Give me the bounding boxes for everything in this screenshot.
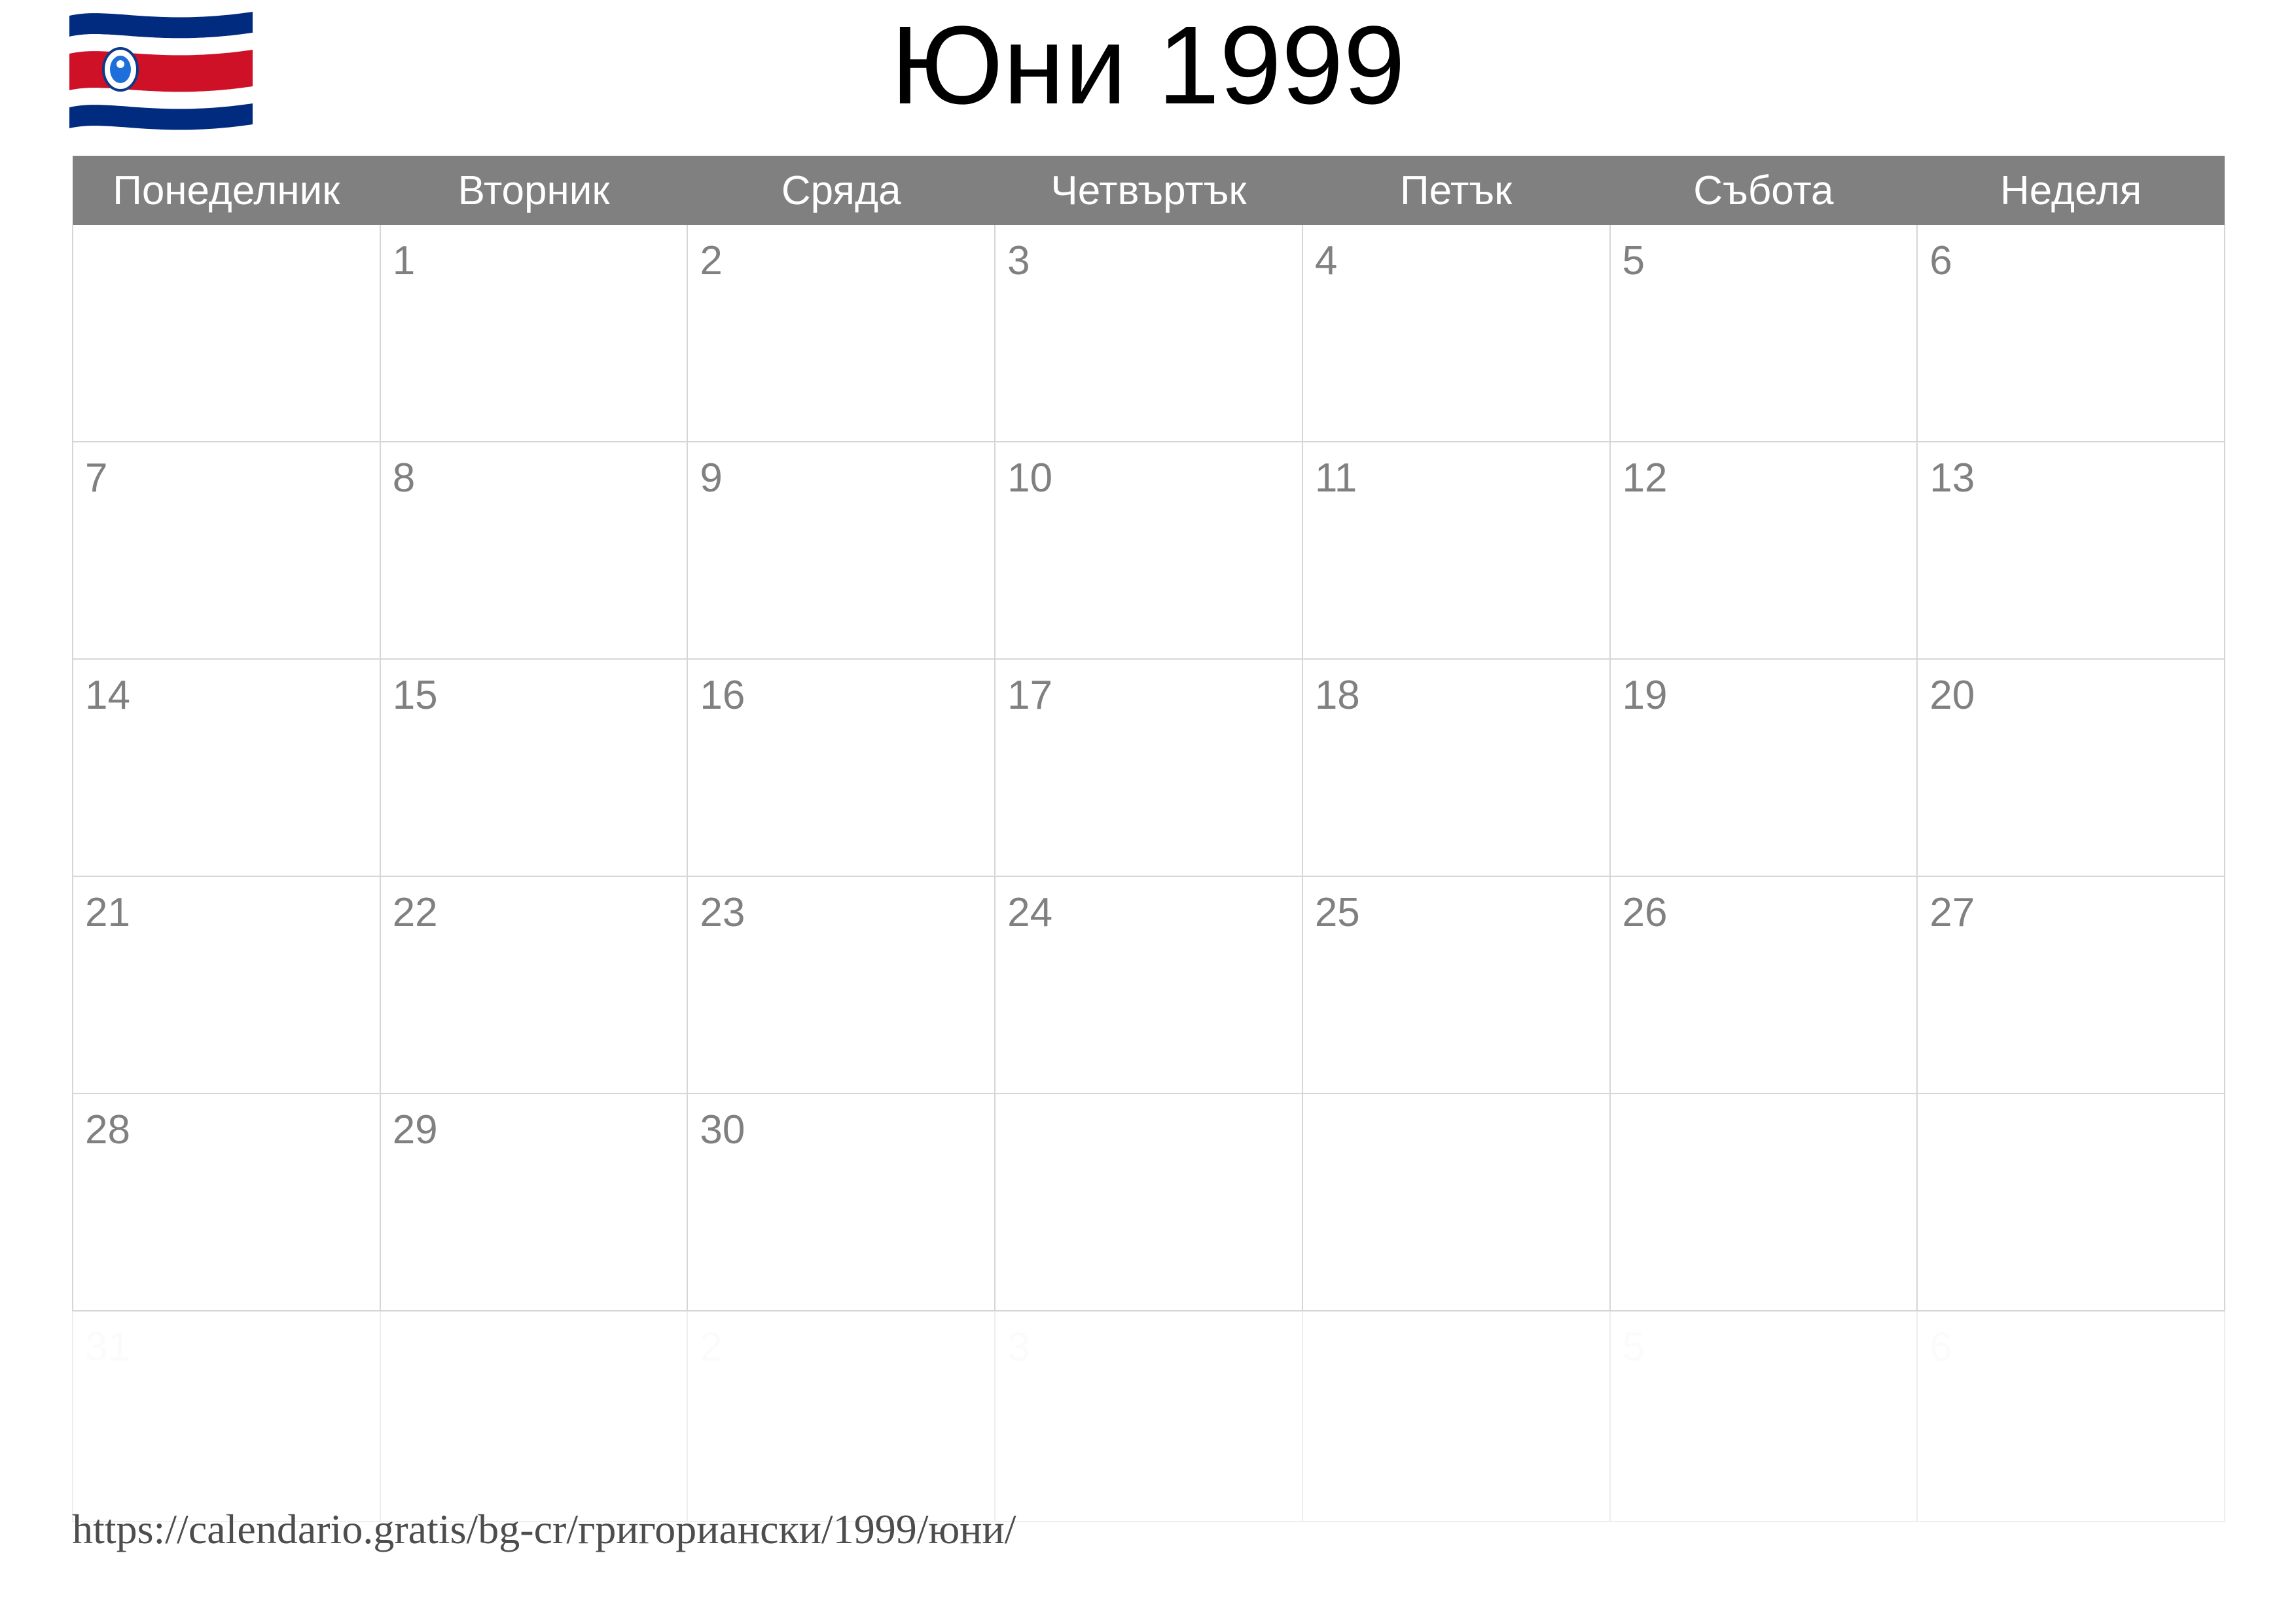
day-number: 8 (392, 455, 416, 501)
day-number: 9 (700, 455, 723, 501)
calendar-day-cell[interactable] (995, 442, 1302, 659)
day-number: 6 (1929, 238, 1952, 283)
calendar-week-row-faded (73, 1311, 2225, 1522)
month-calendar-table (72, 156, 2225, 1522)
calendar-week-row (73, 659, 2225, 876)
calendar-day-cell[interactable] (73, 876, 380, 1094)
calendar-day-cell[interactable] (995, 659, 1302, 876)
calendar-day-cell[interactable] (1917, 1311, 2225, 1522)
calendar-day-cell[interactable] (1917, 1094, 2225, 1311)
day-number: 22 (392, 890, 438, 935)
calendar-day-cell[interactable] (1917, 442, 2225, 659)
day-number: 1 (392, 238, 416, 283)
calendar-day-cell[interactable] (73, 659, 380, 876)
day-number: 27 (1929, 890, 1975, 935)
calendar-day-cell[interactable] (73, 442, 380, 659)
day-number: 31 (85, 1325, 130, 1370)
calendar-day-cell[interactable] (995, 225, 1302, 442)
calendar-day-cell[interactable] (1610, 442, 1918, 659)
calendar-day-cell[interactable] (1302, 442, 1610, 659)
calendar-day-cell[interactable] (1917, 225, 2225, 442)
day-number: 5 (1622, 238, 1645, 283)
weekday-header-monday: Понеделник (73, 156, 380, 225)
day-number: 18 (1314, 673, 1360, 718)
calendar-day-cell[interactable] (380, 1094, 688, 1311)
day-number: 14 (85, 673, 130, 718)
day-number: 25 (1314, 890, 1360, 935)
day-number: 16 (700, 673, 745, 718)
calendar-day-cell[interactable] (687, 442, 995, 659)
day-number: 2 (700, 238, 723, 283)
day-number: 21 (85, 890, 130, 935)
day-number: 10 (1007, 455, 1053, 501)
calendar-day-cell[interactable] (380, 659, 688, 876)
calendar-day-cell[interactable] (1610, 1311, 1918, 1522)
day-number: 2 (700, 1325, 723, 1370)
day-number: 26 (1622, 890, 1668, 935)
calendar-week-row (73, 876, 2225, 1094)
calendar-day-cell[interactable] (73, 1094, 380, 1311)
calendar-day-cell[interactable] (995, 1311, 1302, 1522)
weekday-header-tuesday: Вторник (380, 156, 688, 225)
calendar-day-cell[interactable] (1302, 876, 1610, 1094)
calendar-day-cell[interactable] (380, 876, 688, 1094)
day-number: 19 (1622, 673, 1668, 718)
calendar-day-cell[interactable] (687, 1311, 995, 1522)
calendar-week-row (73, 1094, 2225, 1311)
calendar-week-row (73, 442, 2225, 659)
calendar-day-cell[interactable] (687, 1094, 995, 1311)
calendar-week-row (73, 225, 2225, 442)
day-number: 12 (1622, 455, 1668, 501)
day-number: 7 (85, 455, 108, 501)
calendar-day-cell[interactable] (995, 1094, 1302, 1311)
calendar-day-cell[interactable] (1302, 225, 1610, 442)
weekday-header-row (73, 156, 2225, 225)
calendar-day-cell[interactable] (1302, 1094, 1610, 1311)
weekday-header-wednesday: Сряда (687, 156, 995, 225)
weekday-header-thursday: Четвъртък (995, 156, 1302, 225)
day-number: 11 (1314, 455, 1357, 501)
day-number: 30 (700, 1107, 745, 1152)
day-number: 15 (392, 673, 438, 718)
calendar-day-cell[interactable] (1610, 876, 1918, 1094)
weekday-header-friday: Петък (1302, 156, 1610, 225)
weekday-header-saturday: Събота (1610, 156, 1918, 225)
day-number: 20 (1929, 673, 1975, 718)
day-number: 3 (1007, 1325, 1030, 1370)
day-number: 24 (1007, 890, 1053, 935)
calendar-day-cell[interactable] (1610, 659, 1918, 876)
day-number: 6 (1929, 1325, 1952, 1370)
calendar-day-cell[interactable] (73, 225, 380, 442)
calendar-day-cell[interactable] (1302, 659, 1610, 876)
calendar-day-cell[interactable] (380, 1311, 688, 1522)
calendar-day-cell[interactable] (687, 225, 995, 442)
day-number: 3 (1007, 238, 1030, 283)
calendar-day-cell[interactable] (1917, 659, 2225, 876)
calendar-day-cell[interactable] (73, 1311, 380, 1522)
calendar-day-cell[interactable] (1610, 225, 1918, 442)
page-header (0, 0, 2296, 157)
calendar-day-cell[interactable] (687, 876, 995, 1094)
day-number: 23 (700, 890, 745, 935)
weekday-header-sunday: Неделя (1917, 156, 2225, 225)
calendar-day-cell[interactable] (687, 659, 995, 876)
calendar-day-cell[interactable] (380, 442, 688, 659)
calendar-day-cell[interactable] (1302, 1311, 1610, 1522)
calendar-day-cell[interactable] (380, 225, 688, 442)
calendar-day-cell[interactable] (1917, 876, 2225, 1094)
calendar-day-cell[interactable] (1610, 1094, 1918, 1311)
day-number: 29 (392, 1107, 438, 1152)
day-number: 13 (1929, 455, 1975, 501)
day-number: 17 (1007, 673, 1053, 718)
calendar-day-cell[interactable] (995, 876, 1302, 1094)
source-url[interactable]: https://calendario.gratis/bg-cr/григориански/1999/юни/ (72, 1506, 1016, 1552)
day-number: 28 (85, 1107, 130, 1152)
day-number: 4 (1314, 238, 1338, 283)
day-number: 5 (1622, 1325, 1645, 1370)
page-title: Юни 1999 (890, 3, 1405, 128)
